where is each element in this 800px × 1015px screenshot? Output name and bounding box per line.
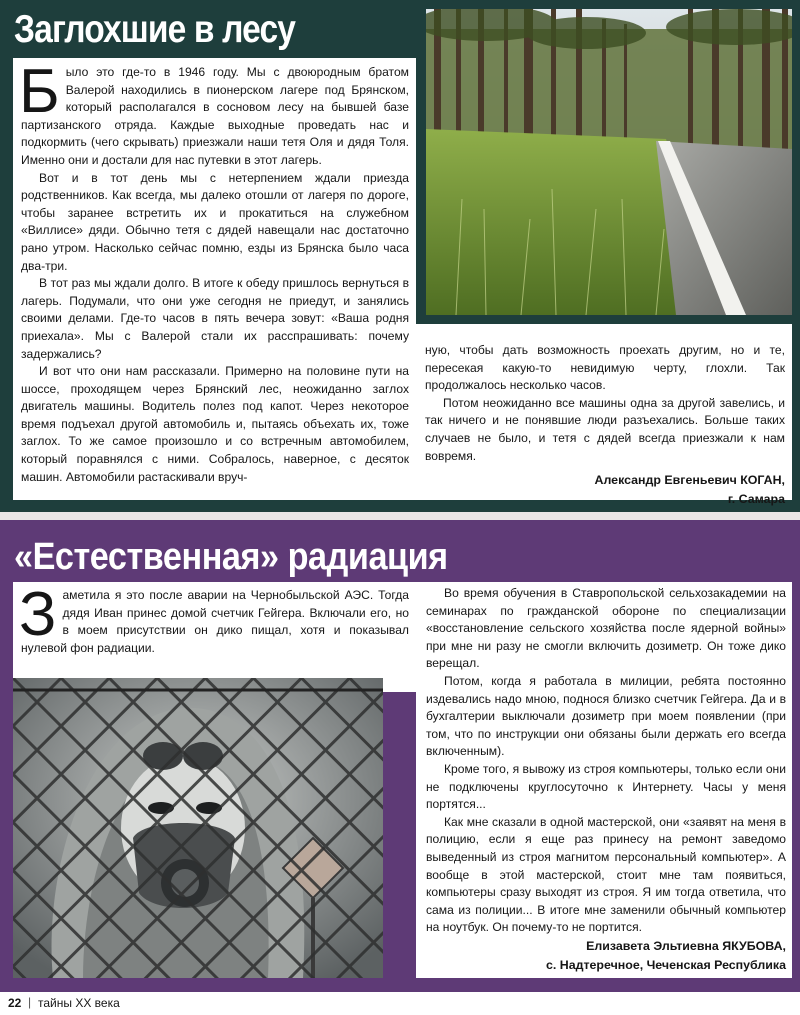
story-2-paragraph-5: Как мне сказали в одной мастерской, они «заявят на меня в полицию, если я еще раз принесу на ремонт заведомо выведенный из строя магнитом персональный компьютер». А вообще в этой мастерской, стоит мне там появиться, компьютеры сразу выходят из строя. Я им тогда ответила, что сама из полиции... В итоге мне заменили обычный компьютер на ноутбук. Он почему-то не портится. — [426, 814, 786, 935]
forest-road-illustration — [426, 9, 792, 315]
story-1-paragraph-4: И вот что они нам рассказали. Примерно на половине пути на шоссе, проходящем через Брянский лес, неожиданно заглох двигатель машины. Водитель полез под капот. Через некоторое время подъехал другой автомобиль и, пытаясь объехать их, тоже заглох. То же самое произошло и со встречным автомобилем, который поравнялся с ними. Собралось, наверное, с десяток машин. Автомобили растаскивали вруч- — [21, 364, 409, 484]
story-2-location: с. Надтеречное, Чеченская Республика — [545, 957, 786, 972]
gas-mask-photo — [13, 678, 383, 978]
story-2-paragraph-1 — [19, 580, 409, 657]
story-1-paragraph-5: ную, чтобы дать возможность проехать другим, но и те, пересекая какую-то невидимую черту, глохли. Так продолжалось несколько часов. — [425, 343, 785, 393]
story-2-paragraph-4: Кроме того, я вывожу из строя компьютеры, только если они не подключены круглосуточно к Интернету. Часы у меня портятся... — [426, 761, 786, 812]
story-1-column-1 — [13, 58, 416, 500]
story-1-column-2 — [416, 324, 792, 507]
magazine-name: тайны XX века — [38, 996, 120, 1010]
story-1-paragraph-1-text: ыло это где-то в 1946 году. Мы с двоюродным братом Валерой находились в пионерском лагере под Брянском, который располагался в сосновом лесу на бывшей базе партизанского отряда. Каждые выходные проведать нас и подкормить (чего скрывать) приезжали наши тетя Оля и дядя Толя. Именно они и достали для нас путевки в этот лагерь. — [21, 65, 409, 167]
story-1-paragraph-3: В тот раз мы ждали долго. В итоге к обеду пришлось вернуться в лагерь. Подумали, что они уже сегодня не приедут, и занялись своими делами. Где-то часов в пять вечера зовут: «Ваша родня приехала». Мы с Валерой стали их расспрашивать: почему задержались? — [21, 276, 409, 361]
story-1-title: Заглохшие в лесу — [14, 8, 296, 51]
story-2 — [0, 520, 800, 992]
page-footer — [0, 992, 800, 1015]
story-1-paragraph-1 — [19, 57, 409, 170]
forest-road-photo — [426, 9, 792, 315]
story-1-dropcap: Б — [19, 57, 60, 126]
page-number: 22 — [8, 996, 22, 1010]
story-1-author: Александр Евгеньевич КОГАН, — [594, 473, 785, 488]
story-2-author: Елизавета Эльтиевна ЯКУБОВА, — [586, 938, 786, 953]
story-1-location: г. Самара — [727, 492, 785, 507]
story-2-column-2 — [416, 582, 792, 978]
story-2-paragraph-3: Потом, когда я работала в милиции, ребята постоянно издевались надо мною, поднося близко счетчик Гейгера. Да и в бухгалтерии выключали дозиметр при моем появлении (при том, что по инструкции они обязаны были держать его всегда включенным). — [426, 673, 786, 759]
gas-mask-figure-illustration — [13, 678, 383, 978]
story-1-paragraph-6: Потом неожиданно все машины одна за другой завелись, и так ничего и не понявшие люди разъехались. Больше таких случаев не было, и тетя с дядей всегда приезжали к нам вовремя. — [425, 395, 785, 463]
story-1-paragraph-2: Вот и в тот день мы с нетерпением ждали приезда родственников. Как всегда, мы далеко отошли от лагеря по дороге, чтобы заранее встретить их и прокатиться на служебном «Виллисе» дяди. Обычно тетя с дядей навещали нас достаточно рано утром. Насколько сейчас помню, езды из Брянска было часа два-три. — [21, 170, 409, 273]
footer-separator: | — [28, 995, 32, 1009]
story-2-lead — [13, 582, 416, 692]
story-2-paragraph-1-text: аметила я это после аварии на Чернобыльской АЭС. Тогда дядя Иван принес домой счетчик Гейгера. Включали его, но в моем присутствии он дико пищал, хотя и показывал нулевой фон радиации. — [21, 588, 409, 655]
story-2-paragraph-2: Во время обучения в Ставропольской сельхозакадемии на семинарах по гражданской обороне по специализации «восстановление сельского хозяйства после ядерной войны» при мне ни разу не смогли включить дозиметр. Он тоже дико верещал. — [426, 586, 786, 671]
story-2-title: «Естественная» радиация — [14, 536, 448, 578]
story-2-dropcap: З — [19, 580, 57, 649]
